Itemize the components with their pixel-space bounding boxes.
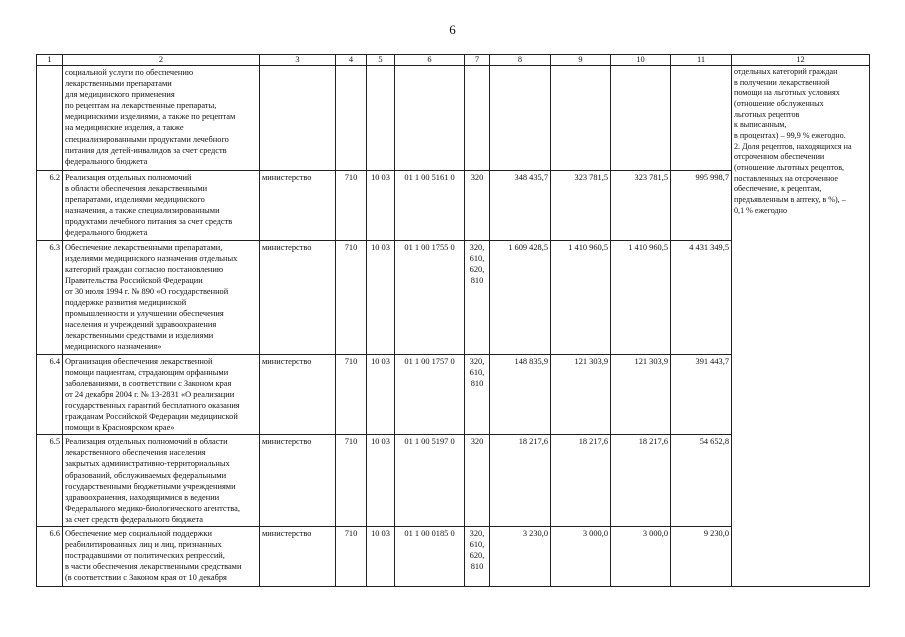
amount-total-cell: 995 998,7 bbox=[671, 171, 732, 241]
executor-cell: министерство bbox=[260, 240, 336, 354]
measure-name-cell-line: медицинского назначения» bbox=[65, 342, 162, 352]
row-number-cell: 6.2 bbox=[37, 171, 63, 241]
measure-name-cell-line: Обеспечение лекарственными препаратами, bbox=[65, 242, 223, 252]
code-rzpr-cell: 10 03 bbox=[367, 354, 395, 435]
code-rzpr-cell: 10 03 bbox=[367, 240, 395, 354]
measure-name-cell-line: поддержке развития медицинской bbox=[65, 298, 187, 308]
column-number-cell: 12 bbox=[732, 55, 870, 66]
column-number-cell: 8 bbox=[490, 55, 551, 66]
amount-year-3-cell: 3 000,0 bbox=[611, 526, 671, 586]
amount-year-1-cell: 348 435,7 bbox=[490, 171, 551, 241]
code-csr-cell: 01 1 00 1755 0 bbox=[395, 240, 465, 354]
measure-name-cell-line: Реализация отдельных полномочий bbox=[65, 173, 192, 182]
amount-year-3-cell: 18 217,6 bbox=[611, 435, 671, 527]
measure-name-cell-line: помощи пациентам, страдающим орфанными bbox=[65, 367, 229, 377]
code-rzpr-cell bbox=[367, 66, 395, 171]
code-grbs-cell: 710 bbox=[336, 354, 367, 435]
measure-name-cell-line: (в соответствии с Законом края от 10 декабря bbox=[65, 573, 227, 583]
amount-year-3-cell: 323 781,5 bbox=[611, 171, 671, 241]
code-vr-cell-line: 320 bbox=[470, 173, 484, 182]
measure-name-cell-line: специализированными продуктами лечебного bbox=[65, 134, 229, 144]
code-vr-cell-line: 320 bbox=[470, 437, 484, 447]
amount-year-1-cell: 1 609 428,5 bbox=[490, 240, 551, 354]
code-rzpr-cell: 10 03 bbox=[367, 526, 395, 586]
expected-result-cell-line: в процентах) – 99,9 % ежегодно. bbox=[734, 131, 846, 141]
code-vr-cell bbox=[465, 354, 490, 435]
measure-name-cell-line: за счет средств федерального бюджета bbox=[65, 514, 203, 524]
expected-result-cell-line: в получении лекарственной bbox=[734, 77, 830, 87]
page-number: 6 bbox=[449, 22, 456, 37]
amount-year-2-cell bbox=[551, 66, 611, 171]
code-csr-cell: 01 1 00 5161 0 bbox=[395, 171, 465, 241]
code-vr-cell bbox=[465, 171, 490, 241]
code-vr-cell-line: 610, bbox=[469, 253, 485, 263]
amount-year-2-cell: 3 000,0 bbox=[551, 526, 611, 586]
executor-cell: министерство bbox=[260, 171, 336, 241]
code-grbs-cell: 710 bbox=[336, 435, 367, 527]
column-number-cell: 11 bbox=[671, 55, 732, 66]
code-csr-cell: 01 1 00 0185 0 bbox=[395, 526, 465, 586]
code-vr-cell-line: 320, bbox=[469, 242, 485, 252]
column-number-row bbox=[37, 55, 870, 66]
code-vr-cell-line: 320, bbox=[469, 528, 485, 538]
executor-cell bbox=[260, 66, 336, 171]
measure-name-cell bbox=[63, 354, 260, 435]
measure-name-cell bbox=[63, 435, 260, 527]
expected-result-cell-line: обеспечение, к рецептам, bbox=[734, 184, 822, 194]
measure-name-cell-line: изделиями медицинского назначения отдельных bbox=[65, 253, 238, 263]
measure-name-cell bbox=[63, 171, 260, 241]
amount-total-cell bbox=[671, 66, 732, 171]
amount-year-2-cell: 323 781,5 bbox=[551, 171, 611, 241]
measure-name-cell-line: заболеваниями, в соответствии с Законом края bbox=[65, 378, 232, 388]
amount-year-2-cell: 18 217,6 bbox=[551, 435, 611, 527]
code-csr-cell bbox=[395, 66, 465, 171]
code-vr-cell-line: 610, bbox=[469, 540, 485, 550]
row-number-cell: 6.5 bbox=[37, 435, 63, 527]
measure-name-cell bbox=[63, 526, 260, 586]
amount-year-3-cell: 121 303,9 bbox=[611, 354, 671, 435]
amount-year-1-cell: 3 230,0 bbox=[490, 526, 551, 586]
code-vr-cell bbox=[465, 240, 490, 354]
column-number-cell: 7 bbox=[465, 55, 490, 66]
code-csr-cell: 01 1 00 1757 0 bbox=[395, 354, 465, 435]
column-number-cell: 5 bbox=[367, 55, 395, 66]
code-grbs-cell: 710 bbox=[336, 526, 367, 586]
amount-year-2-cell: 1 410 960,5 bbox=[551, 240, 611, 354]
measure-name-cell-line: социальной услуги по обеспечению bbox=[65, 68, 194, 77]
measure-name-cell-line: лекарственными средствами и изделиями bbox=[65, 331, 214, 341]
measure-name-cell-line: Правительства Российской Федерации bbox=[65, 275, 203, 285]
amount-year-3-cell bbox=[611, 66, 671, 171]
row-number-cell bbox=[37, 66, 63, 171]
measure-name-cell-line: по рецептам на лекарственные препараты, bbox=[65, 101, 217, 111]
amount-total-cell: 9 230,0 bbox=[671, 526, 732, 586]
measure-name-cell-line: для медицинского применения bbox=[65, 90, 175, 100]
amount-total-cell: 54 652,8 bbox=[671, 435, 732, 527]
code-grbs-cell bbox=[336, 66, 367, 171]
code-rzpr-cell: 10 03 bbox=[367, 435, 395, 527]
row-number-cell: 6.6 bbox=[37, 526, 63, 586]
executor-cell: министерство bbox=[260, 435, 336, 527]
code-csr-cell: 01 1 00 5197 0 bbox=[395, 435, 465, 527]
measure-name-cell-line: от 24 декабря 2004 г. № 13-2831 «О реализации bbox=[65, 389, 235, 399]
code-vr-cell bbox=[465, 435, 490, 527]
measure-name-cell-line: питания для детей-инвалидов за счет средств bbox=[65, 145, 227, 155]
measure-name-cell-line: реабилитированных лиц и лиц, признанных bbox=[65, 540, 222, 550]
amount-year-1-cell: 18 217,6 bbox=[490, 435, 551, 527]
measure-name-cell-line: гражданам Российской Федерации медицинской bbox=[65, 412, 238, 422]
executor-cell: министерство bbox=[260, 526, 336, 586]
measure-name-cell-line: назначения, а также специализированными bbox=[65, 206, 220, 216]
code-vr-cell-line: 320, bbox=[469, 356, 485, 366]
measure-name-cell-line: категорий граждан согласно постановлению bbox=[65, 264, 224, 274]
code-vr-cell-line: 610, bbox=[469, 367, 485, 377]
code-vr-cell-line: 810 bbox=[470, 275, 484, 285]
code-grbs-cell: 710 bbox=[336, 240, 367, 354]
code-vr-cell-line: 810 bbox=[470, 562, 484, 572]
measure-name-cell-line: населения и учреждений здравоохранения bbox=[65, 320, 217, 330]
measure-name-cell-line: на медицинские изделия, а также bbox=[65, 123, 184, 133]
measure-name-cell-line: Обеспечение мер социальной поддержки bbox=[65, 528, 212, 538]
expected-result-cell bbox=[732, 66, 870, 587]
expected-result-cell-line: (отношение обслуженных bbox=[734, 99, 824, 109]
amount-year-2-cell: 121 303,9 bbox=[551, 354, 611, 435]
code-vr-cell bbox=[465, 66, 490, 171]
measure-name-cell-line: от 30 июля 1994 г. № 890 «О государственной bbox=[65, 286, 229, 296]
column-number-cell: 3 bbox=[260, 55, 336, 66]
code-vr-cell bbox=[465, 526, 490, 586]
column-number-cell: 6 bbox=[395, 55, 465, 66]
column-number-cell: 1 bbox=[37, 55, 63, 66]
column-number-cell: 4 bbox=[336, 55, 367, 66]
code-rzpr-cell: 10 03 bbox=[367, 171, 395, 241]
table-row bbox=[37, 66, 870, 171]
amount-year-3-cell: 1 410 960,5 bbox=[611, 240, 671, 354]
code-vr-cell-line: 810 bbox=[470, 378, 484, 388]
row-number-cell: 6.4 bbox=[37, 354, 63, 435]
measure-name-cell bbox=[63, 66, 260, 171]
measure-name-cell-line: Организация обеспечения лекарственной bbox=[65, 356, 213, 366]
measure-name-cell bbox=[63, 240, 260, 354]
column-number-cell: 2 bbox=[63, 55, 260, 66]
measure-name-cell-line: Реализация отдельных полномочий в области bbox=[65, 437, 228, 447]
code-grbs-cell: 710 bbox=[336, 171, 367, 241]
expected-result-cell-line: отсроченном обеспечении bbox=[734, 152, 825, 162]
expected-result-cell-line: 0,1 % ежегодно bbox=[734, 205, 788, 215]
expected-result-cell-line: 2. Доля рецептов, находящихся на bbox=[734, 141, 852, 151]
measure-name-cell-line: здравоохранения, находящимися в ведении bbox=[65, 492, 220, 502]
measure-name-cell-line: пострадавшими от политических репрессий, bbox=[65, 551, 225, 561]
expected-result-cell-line: к выписанным, bbox=[734, 120, 787, 130]
code-vr-cell-line: 620, bbox=[469, 264, 485, 274]
measure-name-cell-line: государственными бюджетными учреждениями bbox=[65, 481, 236, 491]
measure-name-cell-line: государственных гарантий бесплатного оказания bbox=[65, 400, 240, 410]
measure-name-cell-line: в области обеспечения лекарственными bbox=[65, 184, 208, 194]
measure-name-cell-line: препаратами, изделиями медицинского bbox=[65, 195, 205, 205]
amount-total-cell: 4 431 349,5 bbox=[671, 240, 732, 354]
expected-result-cell-line: поставленных на отсроченное bbox=[734, 173, 838, 183]
budget-table bbox=[36, 54, 870, 587]
row-number-cell: 6.3 bbox=[37, 240, 63, 354]
column-number-cell: 10 bbox=[611, 55, 671, 66]
measure-name-cell-line: продуктами лечебного питания за счет средств bbox=[65, 217, 233, 227]
amount-year-1-cell bbox=[490, 66, 551, 171]
expected-result-cell-line: (отношение льготных рецептов, bbox=[734, 163, 845, 173]
measure-name-cell-line: федерального бюджета bbox=[65, 156, 148, 166]
amount-total-cell: 391 443,7 bbox=[671, 354, 732, 435]
executor-cell: министерство bbox=[260, 354, 336, 435]
column-number-cell: 9 bbox=[551, 55, 611, 66]
measure-name-cell-line: лекарственными препаратами bbox=[65, 79, 172, 89]
expected-result-cell-line: отдельных категорий граждан bbox=[734, 67, 838, 76]
expected-result-cell-line: льготных рецептов bbox=[734, 109, 800, 119]
measure-name-cell-line: лекарственного обеспечения населения bbox=[65, 448, 206, 458]
measure-name-cell-line: федерального бюджета bbox=[65, 228, 148, 238]
measure-name-cell-line: образований, обслуживаемых федеральными bbox=[65, 470, 227, 480]
expected-result-cell-line: предъявленным в аптеку, в %), – bbox=[734, 195, 846, 205]
measure-name-cell-line: медицинскими изделиями, а также по рецептам bbox=[65, 112, 236, 122]
measure-name-cell-line: в части обеспечения лекарственными средствами bbox=[65, 562, 242, 572]
measure-name-cell-line: Федерального медико-биологического агентства, bbox=[65, 503, 240, 513]
code-vr-cell-line: 620, bbox=[469, 551, 485, 561]
measure-name-cell-line: закрытых административно-территориальных bbox=[65, 459, 230, 469]
expected-result-cell-line: помощи на льготных условиях bbox=[734, 88, 840, 98]
amount-year-1-cell: 148 835,9 bbox=[490, 354, 551, 435]
measure-name-cell-line: промышленности и улучшении обеспечения bbox=[65, 309, 224, 319]
measure-name-cell-line: помощи в Красноярском крае» bbox=[65, 423, 175, 433]
